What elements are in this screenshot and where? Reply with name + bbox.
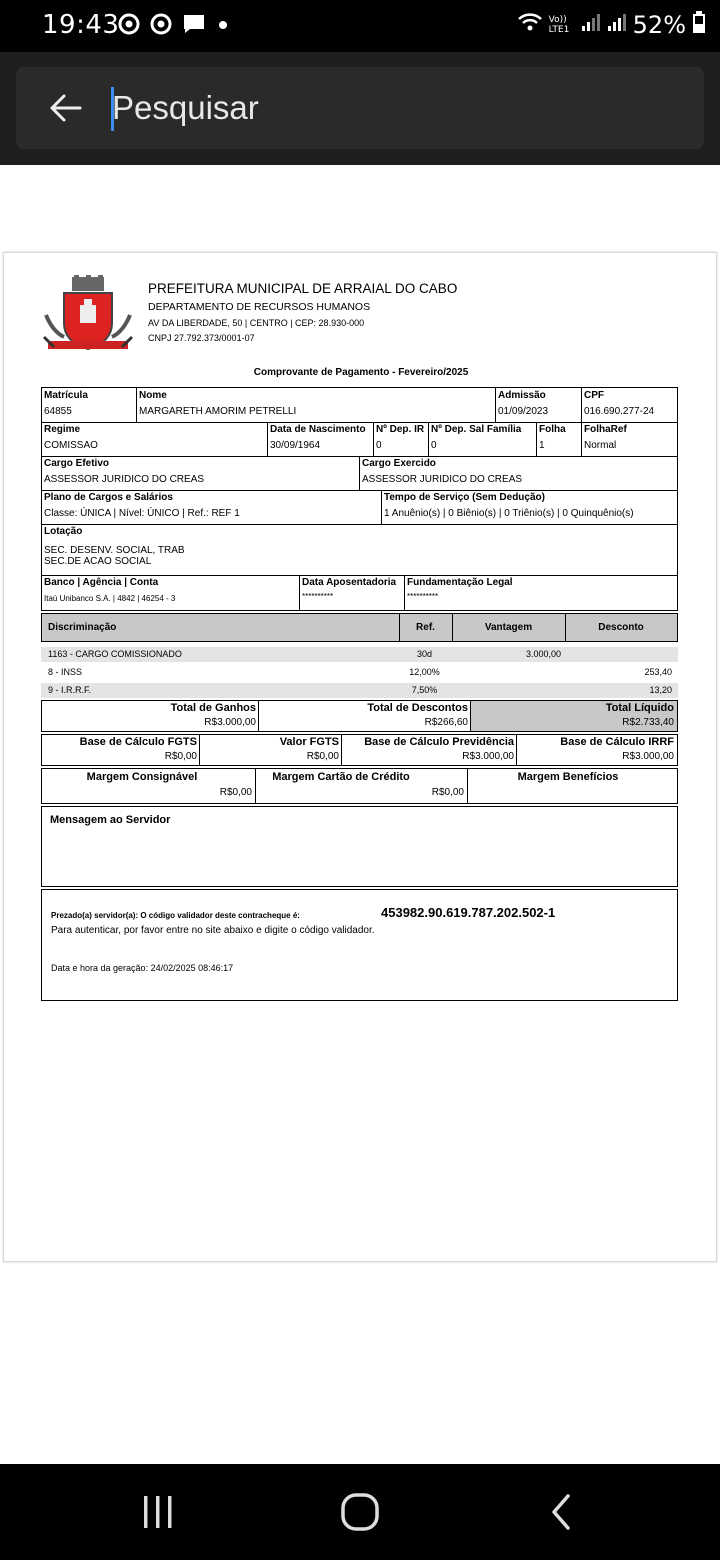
network-label: Vo)) LTE1 [548, 15, 570, 35]
table-row [41, 647, 678, 662]
regime-value: COMISSAO [44, 440, 98, 451]
notification-icons [118, 13, 230, 40]
aposentadoria-label: Data Aposentadoria [302, 577, 397, 588]
document-page [3, 252, 717, 1262]
aposentadoria-value: ********** [302, 592, 334, 601]
total-ganhos-label: Total de Ganhos [170, 702, 256, 714]
mensagem-box [41, 806, 678, 887]
matricula-value: 64855 [44, 406, 72, 417]
home-button[interactable] [332, 1486, 388, 1538]
chrome-icon [118, 13, 140, 40]
base-prev-label: Base de Cálculo Previdência [364, 736, 514, 748]
margem-cartao-label: Margem Cartão de Crédito [272, 771, 410, 783]
row-desc: 8 - INSS [48, 667, 83, 677]
cargo-exercido-label: Cargo Exercido [362, 458, 436, 469]
cpf-value: 016.690.277-24 [584, 406, 655, 417]
dot-icon [216, 13, 230, 40]
search-input[interactable]: Pesquisar [112, 89, 259, 126]
margem-consig-value: R$0,00 [219, 787, 252, 798]
folharef-value: Normal [584, 440, 617, 451]
folha-value: 1 [539, 440, 545, 451]
margem-cartao-value: R$0,00 [431, 787, 464, 798]
margens-box [41, 768, 678, 804]
table-row [41, 665, 678, 680]
row-desconto: 253,40 [644, 667, 672, 677]
search-box[interactable] [16, 67, 704, 149]
navigation-bar [0, 1464, 720, 1560]
total-liquido-value: R$2.733,40 [622, 717, 674, 728]
nome-value: MARGARETH AMORIM PETRELLI [139, 406, 297, 417]
fundamentacao-value: ********** [407, 592, 439, 601]
base-fgts-label: Base de Cálculo FGTS [79, 736, 197, 748]
matricula-label: Matrícula [44, 390, 88, 401]
base-prev-value: R$3.000,00 [462, 751, 514, 762]
lotacao-value-2: SEC.DE ACAO SOCIAL [44, 556, 152, 567]
lotacao-label: Lotação [44, 526, 83, 537]
header-vantagem: Vantagem [484, 622, 533, 633]
plano-value: Classe: ÚNICA | Nível: ÚNICO | Ref.: REF 1 [44, 508, 240, 519]
folha-label: Folha [539, 424, 566, 435]
validator-intro: Prezado(a) servidor(a): O código validador deste contracheque é: [51, 911, 300, 920]
dep-sal-label: Nº Dep. Sal Família [431, 424, 522, 435]
employee-info-grid [41, 387, 678, 611]
base-fgts-value: R$0,00 [164, 751, 197, 762]
total-ganhos-value: R$3.000,00 [204, 717, 256, 728]
arrow-left-icon [44, 86, 88, 130]
validator-generated: Data e hora da geração: 24/02/2025 08:46:17 [51, 963, 234, 973]
base-irrf-label: Base de Cálculo IRRF [560, 736, 674, 748]
back-button[interactable] [44, 86, 88, 130]
fundamentacao-label: Fundamentação Legal [407, 577, 513, 588]
validator-code: 453982.90.619.787.202.502-1 [381, 905, 556, 920]
row-desc: 1163 - CARGO COMISSIONADO [48, 649, 182, 659]
search-app-bar [0, 52, 720, 165]
regime-label: Regime [44, 424, 81, 435]
table-row [41, 683, 678, 698]
validator-instructions: Para autenticar, por favor entre no site abaixo e digite o código validador. [51, 925, 375, 936]
nome-label: Nome [139, 390, 167, 401]
chrome-icon [150, 13, 172, 40]
margem-beneficios-label: Margem Benefícios [517, 771, 619, 783]
recent-apps-icon [130, 1486, 186, 1538]
valor-fgts-label: Valor FGTS [279, 736, 339, 748]
plano-label: Plano de Cargos e Salários [44, 492, 173, 503]
header-line-4: CNPJ 27.792.373/0001-07 [148, 333, 255, 343]
signal-icon [581, 11, 601, 39]
base-irrf-value: R$3.000,00 [622, 751, 674, 762]
home-icon [332, 1486, 388, 1538]
status-time: 19:43 [42, 10, 120, 40]
signal-icon [607, 11, 627, 39]
document-header [148, 281, 457, 343]
header-desconto: Desconto [598, 622, 644, 633]
banco-value: Itaú Unibanco S.A. | 4842 | 46254 - 3 [44, 594, 176, 603]
status-bar [0, 0, 720, 52]
wifi-icon [517, 11, 543, 39]
back-nav-button[interactable] [534, 1486, 590, 1538]
admissao-label: Admissão [498, 390, 546, 401]
header-discriminacao: Discriminação [48, 622, 117, 633]
row-desconto: 13,20 [649, 685, 672, 695]
validator-box [41, 889, 678, 1001]
battery-percent: 52% [632, 11, 686, 39]
valor-fgts-value: R$0,00 [306, 751, 339, 762]
header-line-1: PREFEITURA MUNICIPAL DE ARRAIAL DO CABO [148, 281, 458, 296]
folharef-label: FolhaRef [584, 424, 627, 435]
total-descontos-value: R$266,60 [424, 717, 468, 728]
system-status [517, 10, 706, 40]
bases-box [41, 734, 678, 766]
battery-icon [692, 10, 706, 40]
header-line-2: DEPARTAMENTO DE RECURSOS HUMANOS [148, 301, 371, 313]
banco-label: Banco | Agência | Conta [44, 577, 159, 588]
total-liquido-label: Total Líquido [605, 702, 674, 714]
dep-ir-value: 0 [376, 440, 382, 451]
row-ref: 7,50% [411, 685, 438, 695]
totals-box [41, 700, 678, 732]
cargo-exercido-value: ASSESSOR JURIDICO DO CREAS [362, 474, 523, 485]
dep-sal-value: 0 [431, 440, 437, 451]
chevron-left-icon [534, 1486, 590, 1538]
margem-consig-label: Margem Consignável [86, 771, 198, 783]
lotacao-value-1: SEC. DESENV. SOCIAL, TRAB [44, 545, 185, 556]
total-descontos-label: Total de Descontos [367, 702, 468, 714]
row-vantagem: 3.000,00 [525, 649, 561, 659]
tempo-value: 1 Anuênio(s) | 0 Biênio(s) | 0 Triênio(s) | 0 Quinquênio(s) [384, 508, 634, 519]
document-title: Comprovante de Pagamento - Fevereiro/2025 [253, 367, 469, 378]
dep-ir-label: Nº Dep. IR [376, 424, 425, 435]
municipal-crest-logo [42, 275, 134, 361]
row-desc: 9 - I.R.R.F. [48, 685, 92, 695]
row-ref: 12,00% [409, 667, 440, 677]
earnings-table-header [41, 613, 678, 642]
header-line-3: AV DA LIBERDADE, 50 | CENTRO | CEP: 28.930-000 [148, 318, 365, 328]
cargo-efetivo-label: Cargo Efetivo [44, 458, 110, 469]
cpf-label: CPF [584, 390, 604, 401]
nascimento-value: 30/09/1964 [270, 440, 321, 451]
cargo-efetivo-value: ASSESSOR JURIDICO DO CREAS [44, 474, 205, 485]
admissao-value: 01/09/2023 [498, 406, 549, 417]
header-ref: Ref. [416, 622, 435, 633]
row-ref: 30d [416, 649, 433, 659]
mensagem-label: Mensagem ao Servidor [50, 814, 171, 826]
message-icon [182, 13, 206, 40]
nascimento-label: Data de Nascimento [270, 424, 366, 435]
tempo-label: Tempo de Serviço (Sem Dedução) [384, 492, 545, 503]
recent-apps-button[interactable] [130, 1486, 186, 1538]
